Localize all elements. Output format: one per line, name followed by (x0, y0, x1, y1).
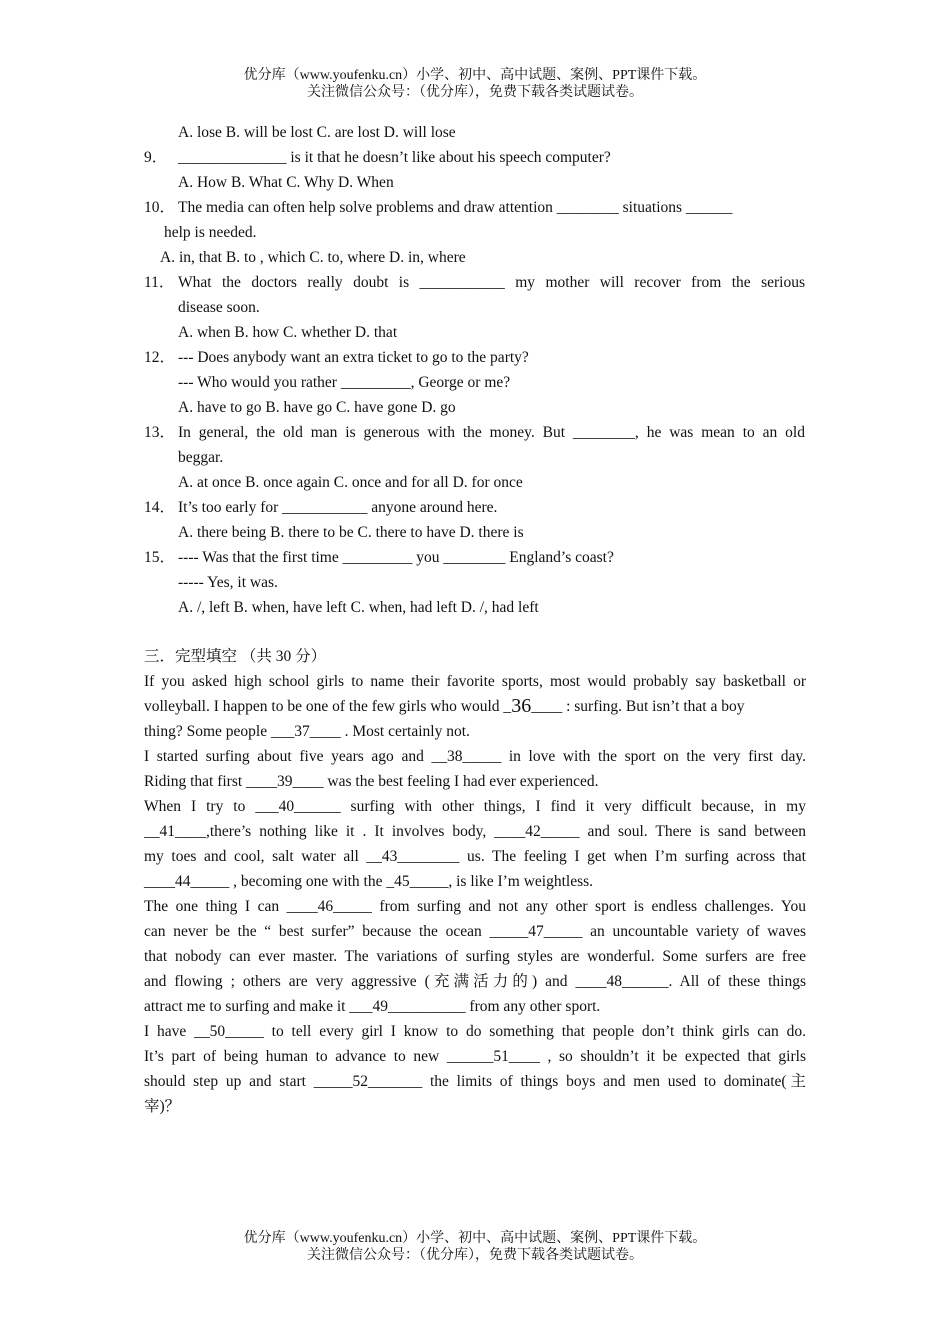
cloze-line: that nobody can ever master. The variations of surfing styles are wonderful. Some surfers are free (144, 948, 806, 965)
q9-stem-line (144, 145, 611, 170)
q10-stem: The media can often help solve problems and draw attention ________ situations ______ (178, 199, 733, 216)
q10-stem-continued: help is needed. (164, 224, 257, 241)
q10-options: A. in, that B. to , which C. to, where D. in, where (160, 249, 466, 266)
q13-stem-line (144, 420, 805, 445)
q15-stem-continued: ----- Yes, it was. (178, 574, 278, 591)
q13-stem-continued: beggar. (178, 449, 224, 466)
q14-stem: It’s too early for ___________ anyone around here. (178, 499, 498, 516)
q14-number: 14． (144, 499, 176, 516)
q15-stem-line (144, 545, 614, 570)
q12-stem: --- Does anybody want an extra ticket to go to the party? (178, 349, 529, 366)
cloze-line: my toes and cool, salt water all __43________ us. The feeling I get when I’m surfing across that (144, 848, 806, 865)
q9-number: 9． (144, 149, 168, 166)
cloze-line: 宰)？ (144, 1098, 181, 1115)
cloze-line (144, 694, 806, 719)
footer-line-1: 优分库（www.youfenku.cn）小学、初中、高中试题、案例、PPT课件下载。 (243, 1231, 707, 1246)
cloze-line: thing? Some people ___37____ . Most certainly not. (144, 723, 470, 740)
cloze-line: I have __50_____ to tell every girl I know to do something that people don’t think girls can do. (144, 1023, 806, 1040)
q15-number: 15． (144, 549, 176, 566)
cloze-text: volleyball. I happen to be one of the few girls who would _ (144, 698, 512, 715)
section-title-cloze: 三．完型填空 （共 30 分） (144, 648, 327, 665)
cloze-line: should step up and start _____52_______ the limits of things boys and men used to dominate(主 (144, 1073, 806, 1090)
page-header (0, 67, 950, 101)
header-line-2: 关注微信公众号：（优分库），免费下载各类试题试卷。 (307, 85, 643, 100)
cloze-line: can never be the “ best surfer” because the ocean _____47_____ an uncountable variety of waves (144, 923, 806, 940)
q11-number: 11． (144, 274, 175, 291)
header-line-1: 优分库（www.youfenku.cn）小学、初中、高中试题、案例、PPT课件下载。 (243, 68, 707, 83)
page-footer (0, 1230, 950, 1264)
q12-stem-line (144, 345, 529, 370)
cloze-line: I started surfing about five years ago and __38_____ in love with the sport on the very first day. (144, 748, 806, 765)
q11-stem-line (144, 270, 805, 295)
cloze-line: When I try to ___40______ surfing with other things, I find it very difficult because, in my (144, 798, 806, 815)
cloze-line: If you asked high school girls to name their favorite sports, most would probably say basketball or (144, 673, 806, 690)
cloze-line: and flowing ; others are very aggressive (充满活力的) and ____48______. All of these things (144, 973, 806, 990)
blank-36-number: 36 (511, 695, 532, 717)
q14-options: A. there being B. there to be C. there to have D. there is (178, 524, 524, 541)
cloze-line: __41____,there’s nothing like it . It involves body, ____42_____ and soul. There is sand between (144, 823, 806, 840)
q13-stem: In general, the old man is generous with the money. But ________, he was mean to an old (178, 424, 805, 441)
q12-stem-continued: --- Who would you rather _________, George or me? (178, 374, 511, 391)
q9-stem: ______________ is it that he doesn’t like about his speech computer? (178, 149, 611, 166)
q15-stem: ---- Was that the first time _________ you ________ England’s coast? (178, 549, 614, 566)
footer-line-2: 关注微信公众号：（优分库），免费下载各类试题试卷。 (307, 1248, 643, 1263)
q12-options: A. have to go B. have go C. have gone D. go (178, 399, 456, 416)
cloze-line: Riding that first ____39____ was the best feeling I had ever experienced. (144, 773, 599, 790)
q11-stem: What the doctors really doubt is ___________ my mother will recover from the serious (178, 274, 805, 291)
q13-options: A. at once B. once again C. once and for all D. for once (178, 474, 523, 491)
q11-options: A. when B. how C. whether D. that (178, 324, 398, 341)
q13-number: 13． (144, 424, 176, 441)
q8-options: A. lose B. will be lost C. are lost D. will lose (178, 124, 456, 141)
q10-stem-line (144, 195, 732, 220)
q11-stem-continued: disease soon. (178, 299, 260, 316)
q10-number: 10． (144, 199, 176, 216)
q9-options: A. How B. What C. Why D. When (178, 174, 394, 191)
cloze-line: ____44_____ , becoming one with the _45_____, is like I’m weightless. (144, 873, 594, 890)
cloze-line: It’s part of being human to advance to new ______51____ , so shouldn’t it be expected that girls (144, 1048, 806, 1065)
cloze-line: attract me to surfing and make it ___49__________ from any other sport. (144, 998, 601, 1015)
cloze-line: The one thing I can ____46_____ from surfing and not any other sport is endless challenges. You (144, 898, 806, 915)
q15-options: A. /, left B. when, have left C. when, had left D. /, had left (178, 599, 539, 616)
cloze-text: ____ : surfing. But isn’t that a boy (531, 698, 745, 715)
q14-stem-line (144, 495, 497, 520)
q12-number: 12． (144, 349, 176, 366)
